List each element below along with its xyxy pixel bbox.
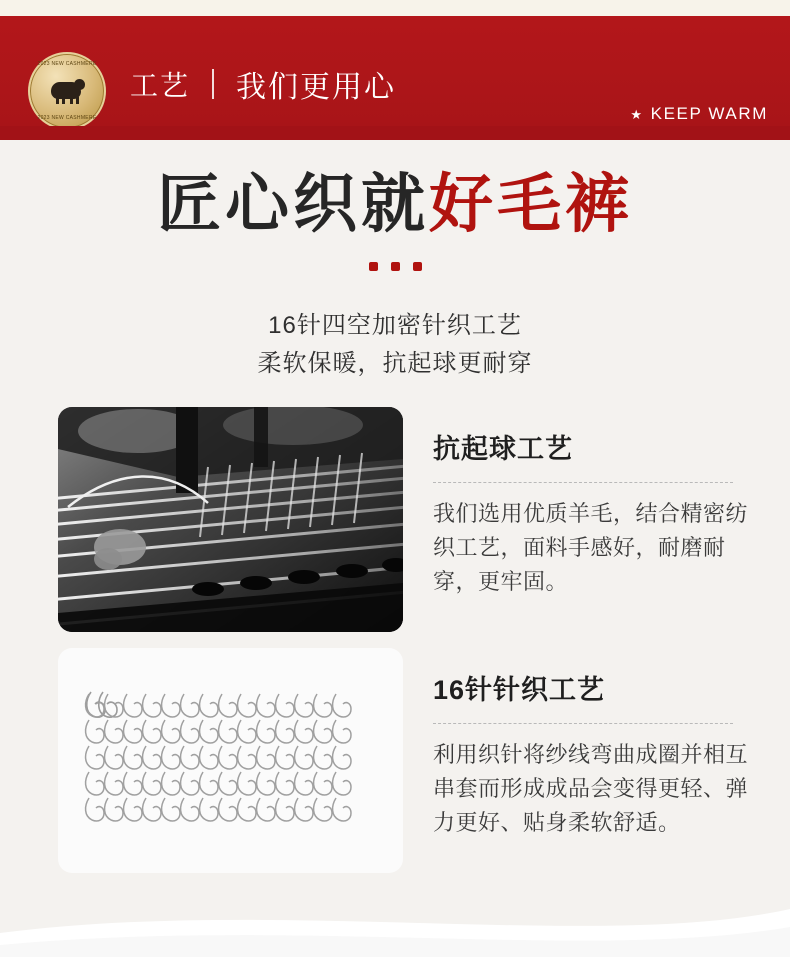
feature-1-description: 我们选用优质羊毛，结合精密纺织工艺，面料手感好，耐磨耐穿，更牢固。 <box>433 501 749 595</box>
knitting-machine-photo <box>58 407 403 632</box>
knit-loop-illustration <box>81 686 381 836</box>
decorative-dots <box>0 262 790 271</box>
feature-2-divider <box>433 723 733 724</box>
logo-ring-bottom-text: 2023 NEW CASHMERE <box>37 115 97 121</box>
knit-loop-diagram <box>58 648 403 873</box>
header-banner <box>0 16 790 140</box>
feature-block-1 <box>58 407 763 632</box>
feature-2-text <box>433 648 763 873</box>
brand-logo-badge <box>28 52 106 130</box>
feature-1-divider <box>433 482 733 483</box>
headline-red: 好毛裤 <box>429 168 633 240</box>
logo-ring-top-text: 2023 NEW CASHMERE <box>37 61 97 67</box>
wave-shape <box>0 887 790 957</box>
feature-1-text <box>433 407 763 632</box>
sheep-icon <box>47 78 87 104</box>
star-icon: ★ <box>630 106 644 122</box>
keep-warm-badge <box>630 104 768 124</box>
subtitle-line-1: 16针四空加密针织工艺 <box>268 312 522 339</box>
header-title <box>130 62 396 106</box>
bottom-wave-decoration <box>0 887 790 957</box>
page-title <box>0 168 790 240</box>
knitting-machine-illustration <box>58 407 403 632</box>
header-title-divider <box>212 69 214 99</box>
keep-warm-label: KEEP WARM <box>650 104 768 123</box>
feature-2-title: 16针针织工艺 <box>433 675 606 705</box>
headline-black: 匠心织就 <box>157 168 429 240</box>
header-title-right: 我们更用心 <box>236 71 397 104</box>
feature-2-description: 利用织针将纱线弯曲成圈并相互串套而形成成品会变得更轻、弹力更好、贴身柔软舒适。 <box>433 742 749 836</box>
header-inner <box>0 16 790 126</box>
header-title-left: 工艺 <box>130 70 191 101</box>
feature-block-2 <box>58 648 763 873</box>
feature-1-title: 抗起球工艺 <box>433 434 573 464</box>
subtitle-line-2: 柔软保暖，抗起球更耐穿 <box>257 350 533 377</box>
